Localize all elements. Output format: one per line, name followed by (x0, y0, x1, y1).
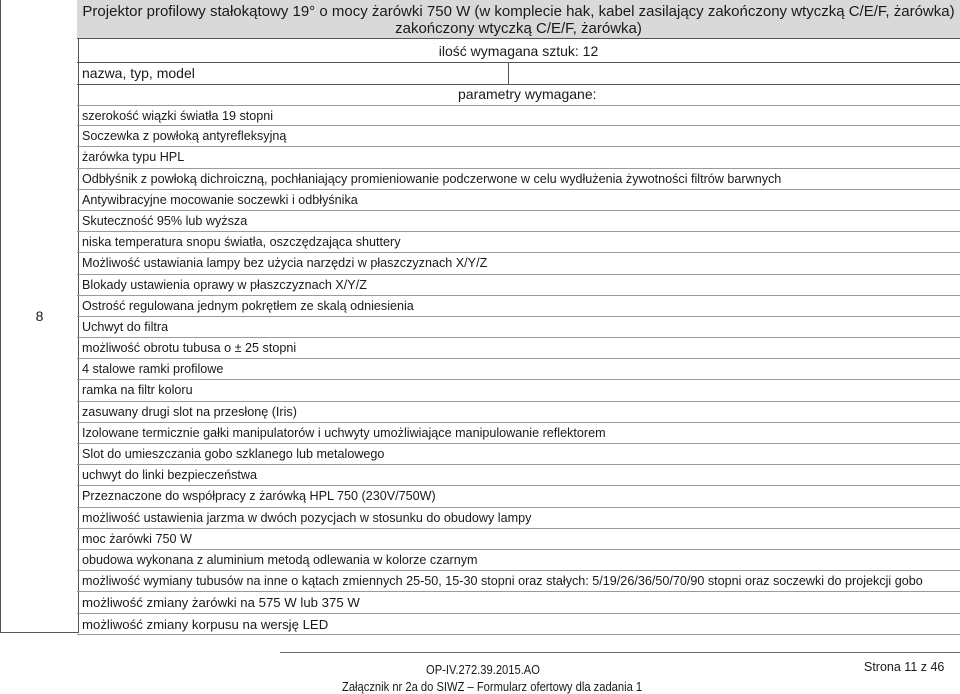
list-item: możliwość zmiany żarówki na 575 W lub 375 W (77, 592, 960, 613)
attachment-note: Załącznik nr 2a do SIWZ – Formularz ofertowy dla zadania 1 (342, 679, 643, 694)
list-item: obudowa wykonana z aluminium metodą odlewania w kolorze czarnym (77, 550, 960, 571)
list-item: Soczewka z powłoką antyrefleksyjną (77, 126, 960, 147)
product-title (77, 0, 960, 39)
list-item: ramka na filtr koloru (77, 380, 960, 401)
list-item: szerokość wiązki światła 19 stopni (77, 105, 960, 126)
footer-divider (280, 652, 960, 653)
list-item: 4 stalowe ramki profilowe (77, 359, 960, 380)
quantity-required: ilość wymagana sztuk: 12 (77, 40, 960, 63)
list-item: Przeznaczone do współpracy z żarówką HPL 750 (230V/750W) (77, 486, 960, 507)
document-code: OP-IV.272.39.2015.AO (426, 662, 540, 677)
list-item: żarówka typu HPL (77, 147, 960, 168)
list-item: Ostrość regulowana jednym pokrętłem ze skalą odniesienia (77, 296, 960, 317)
list-item: Odbłyśnik z powłoką dichroiczną, pochłaniający promieniowanie podczerwone w celu wydłużenia żywotności filtrów barwnych (77, 169, 960, 190)
model-label: nazwa, typ, model (82, 62, 509, 84)
list-item: Uchwyt do filtra (77, 317, 960, 338)
page-number: Strona 11 z 46 (864, 660, 945, 674)
list-item: Blokady ustawienia oprawy w płaszczyznach X/Y/Z (77, 275, 960, 296)
list-item: Możliwość ustawiania lampy bez użycia narzędzi w płaszczyznach X/Y/Z (77, 253, 960, 274)
parameters-heading: parametry wymagane: (458, 86, 597, 102)
list-item: Slot do umieszczania gobo szklanego lub metalowego (77, 444, 960, 465)
list-item: Skuteczność 95% lub wyższa (77, 211, 960, 232)
list-item: Izolowane termicznie gałki manipulatorów i uchwyty umożliwiające manipulowanie reflektorem (77, 423, 960, 444)
product-title-line1: Projektor profilowy stałokątowy 19° o mocy żarówki 750 W (w komplecie hak, kabel zasilający zakończony wtyczką C/E/F, żarówka) (82, 3, 955, 20)
list-item: niska temperatura snopu światła, oszczędzająca shuttery (77, 232, 960, 253)
list-item: uchwyt do linki bezpieczeństwa (77, 465, 960, 486)
list-item: moc żarówki 750 W (77, 529, 960, 550)
row-number: 8 (0, 0, 79, 633)
list-item: możliwość zmiany korpusu na wersję LED (77, 614, 960, 635)
parameters-list (77, 105, 960, 635)
list-item: możliwość obrotu tubusa o ± 25 stopni (77, 338, 960, 359)
list-item: Antywibracyjne mocowanie soczewki i odbłyśnika (77, 190, 960, 211)
product-title-line2: zakończony wtyczką C/E/F, żarówka) (395, 20, 642, 37)
list-item: możliwość ustawienia jarzma w dwóch pozycjach w stosunku do obudowy lampy (77, 508, 960, 529)
list-item: możliwość wymiany tubusów na inne o kątach zmiennych 25-50, 15-30 stopni oraz stałych: 5/19/26/36/50/70/90 stopni oraz soczewki do projekcji gobo (77, 571, 960, 592)
list-item: zasuwany drugi slot na przesłonę (Iris) (77, 402, 960, 423)
